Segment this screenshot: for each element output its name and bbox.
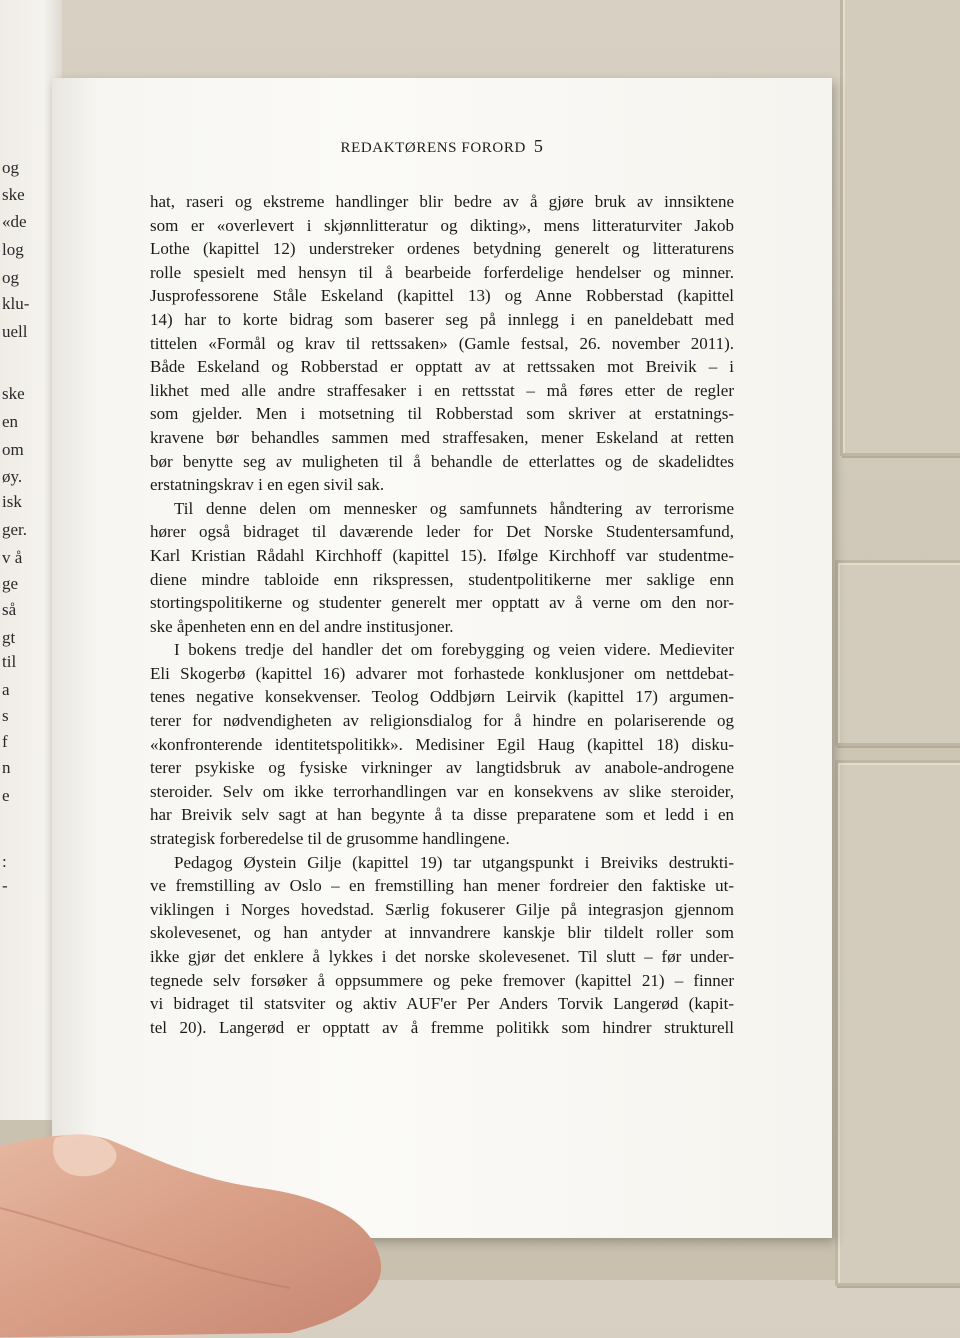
text-line: likhet med alle andre straffesaker i en rettsstat – må føres etter de regler: [150, 380, 734, 400]
running-head: [52, 136, 832, 157]
left-page-text-fragment: isk: [2, 492, 22, 511]
left-page-text-fragment: e: [2, 786, 10, 805]
left-page-text-fragment: v å: [2, 548, 23, 567]
text-line: terer psykiske og fysiske virkninger av langtidsbruk av anabole-androgene: [150, 758, 734, 778]
left-page-text-fragment: til: [2, 652, 17, 671]
left-page-text-fragment: en: [2, 412, 19, 431]
text-line: Pedagog Øystein Gilje (kapittel 19) tar utgangspunkt i Breiviks destrukti-: [174, 852, 734, 872]
text-line: har Breivik selv sagt at han begynte å ta disse preparatene som et ledd i en: [150, 805, 734, 825]
text-line: 14) har to korte bidrag som baserer seg på innlegg i en paneldebatt med: [150, 309, 734, 329]
text-line: Eli Skogerbø (kapittel 16) advarer mot forhastede konklusjoner om nettdebat-: [150, 663, 734, 683]
page-number: 5: [533, 136, 544, 156]
text-line: Til denne delen om mennesker og samfunnets håndtering av terrorisme: [174, 498, 734, 518]
text-line: tittelen «Formål og krav til rettssaken» (Gamle festsal, 26. november 2011).: [150, 333, 734, 353]
left-page-text-fragment: gt: [2, 628, 16, 647]
text-line: Lothe (kapittel 12) understreker ordenes betydning generelt og litteraturens: [150, 239, 734, 259]
text-line: Karl Kristian Rådahl Kirchhoff (kapittel 15). Ifølge Kirchhoff var studentme-: [150, 545, 734, 565]
text-line: skolevesenet, og han antyder at innvandrere kanskje blir tildelt roller som: [150, 923, 734, 943]
body-text: [150, 190, 734, 1039]
book-page: [52, 78, 832, 1238]
text-line: vi bidraget til statsviter og aktiv AUF'er Per Anders Torvik Langerød (kapit-: [150, 994, 734, 1014]
text-line: tegnede selv forsøker å oppsummere og peke fremover (kapittel 21) – finner: [150, 970, 734, 990]
left-page-text-fragment: a: [2, 680, 10, 699]
text-line: som gjelder. Men i motsetning til Robberstad som skriver at erstatnings-: [150, 404, 734, 424]
text-line: rolle spesielt med hensyn til å bearbeide forferdelige hendelser og minner.: [150, 262, 734, 282]
text-line: kravene bør behandles sammen med straffesaken, mener Eskeland at retten: [150, 427, 734, 447]
text-line: steroider. Selv om ikke terrorhandlingen var en konsekvens av slike steroider,: [150, 781, 734, 801]
left-page-text-fragment: n: [2, 758, 11, 777]
left-page-text-fragment: om: [2, 440, 24, 459]
left-page-text-fragment: ske: [2, 384, 25, 403]
left-page-text-fragment: f: [2, 732, 8, 751]
text-line: bør benytte seg av muligheten til å behandle de etterlattes og de skadelidtes: [150, 451, 734, 471]
text-line: Jusprofessorene Ståle Eskeland (kapittel 13) og Anne Robberstad (kapittel: [150, 286, 734, 306]
left-page-text-fragment: s: [2, 706, 9, 725]
chapter-title: REDAKTØRENS FORORD: [340, 140, 526, 156]
text-line: ikke gjør det enklere å lykkes i det norske skolevesenet. Til slutt – før under-: [150, 947, 734, 966]
text-line: erstatningskrav i en egen sivil sak.: [150, 475, 385, 495]
left-page-text-fragment: klu-: [2, 294, 30, 313]
left-page-text-fragment: øy.: [2, 467, 23, 486]
text-line: Både Eskeland og Robberstad er opptatt av at rettssaken mot Breivik – i: [150, 357, 734, 377]
text-line: «konfronterende identitetspolitikk». Medisiner Egil Haug (kapittel 18) disku-: [150, 734, 734, 754]
text-line: hører også bidraget til daværende leder for Det Norske Studentersamfund,: [150, 522, 734, 542]
text-line: som er «overlevert i skjønnlitteratur og dikting», mens litteraturviter Jakob: [150, 215, 734, 235]
text-line: ske åpenheten enn en del andre institusjoner.: [150, 616, 454, 636]
left-page-text-fragment: og: [2, 268, 19, 287]
left-page-text-fragment: :: [2, 852, 7, 871]
text-line: diene mindre tabloide enn rikspressen, studentpolitikerne mer saklige enn: [150, 569, 734, 589]
text-line: tel 20). Langerød er opptatt av å fremme politikk som hindrer strukturell: [150, 1017, 734, 1037]
text-line: ve fremstilling av Oslo – en fremstilling han mener fordreier den faktiske ut-: [150, 876, 734, 896]
left-page-text-fragment: -: [2, 876, 8, 895]
left-page-text-fragment: ske: [2, 185, 25, 204]
door-panel-middle: [835, 560, 960, 746]
left-page-text-fragment: uell: [2, 322, 28, 341]
door-panel-top: [840, 0, 960, 456]
left-page-text-fragment: log: [2, 240, 24, 259]
left-page-text-fragment: «de: [2, 212, 27, 231]
door-panel-bottom: [835, 760, 960, 1286]
text-line: strategisk forberedelse til de grusomme handlingene.: [150, 829, 510, 849]
text-line: viklingen i Norges hovedstad. Særlig fokuserer Gilje på integrasjon gjennom: [150, 899, 734, 919]
left-page-text-fragment: ge: [2, 574, 19, 593]
text-line: terer for nødvendigheten av religionsdialog for å hindre en polariserende og: [150, 711, 734, 731]
text-line: hat, raseri og ekstreme handlinger blir bedre av å gjøre bruk av innsiktene: [150, 192, 734, 211]
left-page-text-fragment: og: [2, 158, 19, 177]
hand-thumb: [0, 1118, 420, 1338]
left-page-text-fragment: så: [2, 600, 17, 619]
text-line: tenes negative konsekvenser. Teolog Oddbjørn Leirvik (kapittel 17) argumen-: [150, 687, 734, 707]
text-line: I bokens tredje del handler det om forebygging og veien videre. Medieviter: [174, 640, 734, 660]
text-line: stortingspolitikerne og studenter generelt mer opptatt av å verne om den nor-: [150, 593, 734, 613]
left-page-text-fragment: ger.: [2, 520, 28, 539]
